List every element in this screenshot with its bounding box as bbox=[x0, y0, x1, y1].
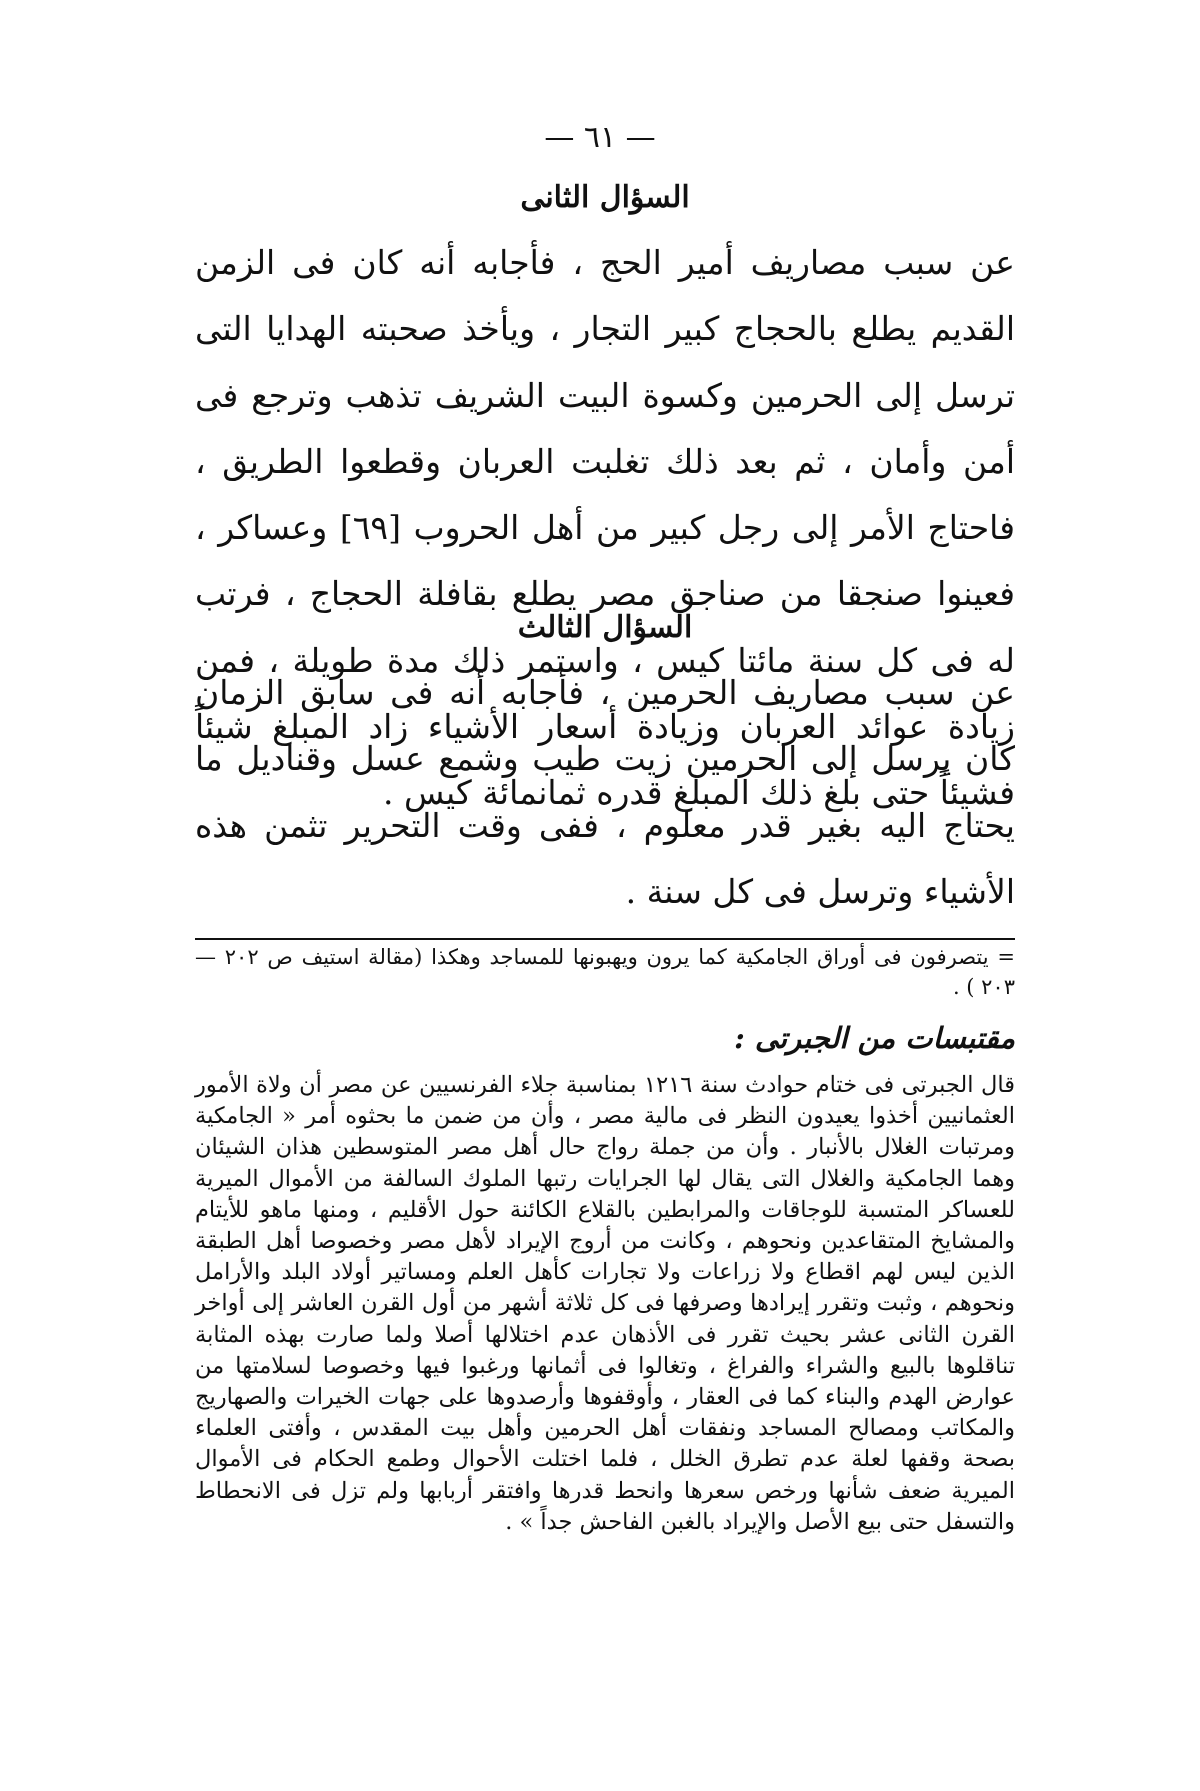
section-body-third-question bbox=[195, 660, 1015, 925]
page-number: — ٦١ — bbox=[544, 120, 656, 155]
footnote: = يتصرفون فى أوراق الجامكية كما يرون ويهبونها للمساجد وهكذا (مقالة استيف ص ٢٠٢ — ٢٠٣ ) . bbox=[195, 945, 1015, 999]
section-heading-third-question: السؤال الثالث bbox=[517, 610, 693, 645]
paragraph: عن سبب مصاريف أمير الحج ، فأجابه أنه كان فى الزمن القديم يطلع بالحجاج كبير التجار ، ويأخذ صحبته الهدايا التى ترسل إلى الحرمين وكسوة البيت الشريف تذهب وترجع فى أمن وأمان ، ثم بعد ذلك تغلبت العربان وقطعوا الطريق ، فاحتاج الأمر إلى رجل كبير من أهل الحروب [٦٩] وعساكر ، فعينوا صنجقا من صناجق مصر يطلع بقافلة الحجاج ، فرتب له فى كل سنة مائتا كيس ، واستمر ذلك مدة طويلة ، فمن زيادة عوائد العربان وزيادة أسعار الأشياء زاد المبلغ شيئاً فشيئاً حتى بلغ ذلك المبلغ قدره ثمانمائة كيس . bbox=[195, 243, 1015, 813]
excerpts-heading: مقتبسات من الجبرتى : bbox=[734, 1021, 1015, 1055]
paragraph: عن سبب مصاريف الحرمين ، فأجابه أنه فى سابق الزمان كان يرسل إلى الحرمين زيت طيب وشمع عسل وقناديل ما يحتاج اليه بغير قدر معلوم ، ففى وقت التحرير تثمن هذه الأشياء وترسل فى كل سنة . bbox=[195, 673, 1015, 911]
excerpts-text: قال الجبرتى فى ختام حوادث سنة ١٢١٦ بمناسبة جلاء الفرنسيين عن مصر أن ولاة الأمور العثمانيين أخذوا يعيدون النظر فى مالية مصر ، وأن من ضمن ما بحثوه أمر « الجامكية ومرتبات الغلال بالأنبار . وأن من جملة رواج حال أهل مصر المتوسطين هذان الشيئان وهما الجامكية والغلال التى يقال لها الجرايات رتبها الملوك السالفة من الأموال الميرية للعساكر المتسبة للوجاقات والمرابطين بالقلاع الكائنة حول الأقليم ، ومنها ماهو للأيتام والمشايخ المتقاعدين ونحوهم ، وكانت من أروج الإيراد لأهل مصر وخصوصا أهل الطبقة الذين ليس لهم اقطاع ولا زراعات ولا تجارات كأهل العلم ومساتير أولاد البلد والأرامل ونحوهم ، وثبت وتقرر إيرادها وصرفها فى كل ثلاثة أشهر من أول القرن العاشر إلى أواخر القرن الثانى عشر بحيث تقرر فى الأذهان عدم اختلالها أصلا ولما صارت بهذه المثابة تناقلوها بالبيع والشراء والفراغ ، وتغالوا فى أثمانها ورغبوا فيها وخصوصا لسلامتها من عوارض الهدم والبناء كما فى العقار ، وأوقفوها وأرصدوها على جهات الخيرات والصهاريج والمكاتب ومصالح المساجد ونفقات أهل الحرمين وأهل بيت المقدس ، وأفتى العلماء بصحة وقفها لعلة عدم تطرق الخلل ، فلما اختلت الأحوال وطمع الحكام فى الأموال الميرية ضعف شأنها ورخص سعرها وانحط قدرها وافتقر أربابها ولم تزل فى الانحطاط والتسفل حتى بيع الأصل والإيراد بالغبن الفاحش جداً » . bbox=[195, 1072, 1015, 1535]
footnote-divider bbox=[195, 938, 1015, 940]
section-heading-second-question: السؤال الثانى bbox=[520, 180, 690, 215]
